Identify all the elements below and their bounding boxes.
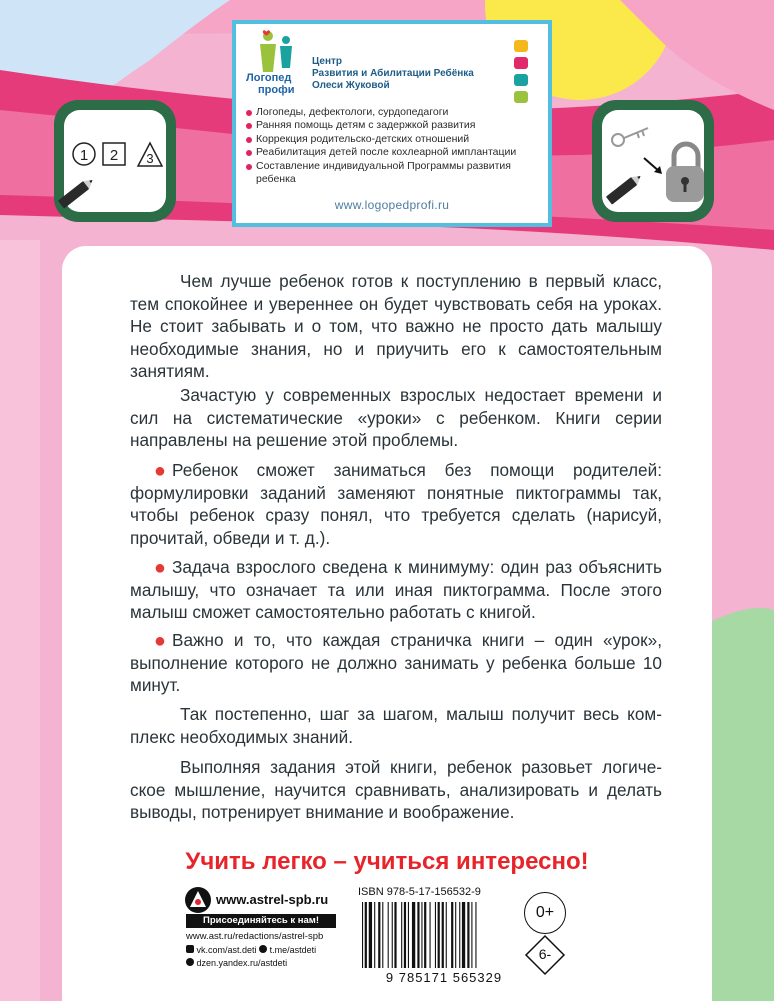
barcode-block [350, 882, 538, 992]
service-item: Реабилитация детей после кохлеарной имплантации [246, 146, 536, 159]
social-row [186, 945, 316, 955]
center-url-link[interactable]: www.logopedprofi.ru [334, 198, 450, 212]
service-item: Коррекция родительско-детских отношений [246, 133, 536, 146]
center-advert-card [232, 20, 552, 227]
heart-teal-icon [514, 74, 528, 86]
paragraph-2: Зачастую у современных взрослых недостает времени и сил на систематические «уроки» с ребенком. Книги серии направлены на решение этой проблемы. [130, 385, 662, 450]
bullet-1: ● Ребенок сможет заниматься без помощи родителей: формулировки заданий заменяют понятные пиктограммы так, чтобы ребенок сразу понял, что требуется сделать (нарисуй, прочитай, обведи и т. д.). [130, 460, 662, 548]
vk-icon [186, 945, 194, 953]
logo-family-icon [250, 30, 306, 74]
barcode-digits: 9 785171 565329 [385, 970, 503, 985]
pencil-icon [598, 166, 648, 216]
pencil-icon [50, 170, 100, 220]
service-item: Ранняя помощь детям с задержкой развития [246, 119, 536, 132]
center-title-line1: Центр [312, 56, 343, 67]
pictogram-numbers [54, 100, 176, 222]
publisher-site-link[interactable]: www.astrel-spb.ru [216, 892, 329, 907]
telegram-icon [259, 945, 267, 953]
barcode-icon [360, 902, 528, 970]
telegram-link[interactable]: t.me/astdeti [269, 945, 317, 955]
logo-brand: Логопед [246, 72, 292, 84]
redactions-link[interactable]: www.ast.ru/redactions/astrel-spb [186, 931, 324, 942]
bullet-3: ● Важно и то, что каждая страничка книги – один «урок», выполнение которого не должно занимать у ребенка больше 10 минут. [130, 630, 662, 695]
center-title [312, 56, 474, 92]
bullet-2: ● Задача взрослого сведена к минимуму: один раз объяснить малышу, что означает та или иная пиктограмма. После этого малыш сможет самостоятельно работать с книгой. [130, 557, 662, 622]
service-item: Составление индивидуальной Программы развития ребенка [246, 160, 536, 187]
age-category: 6- [538, 946, 552, 962]
number-1: 1 [79, 147, 89, 164]
description-panel [62, 246, 712, 1001]
heart-green-icon [514, 91, 528, 103]
center-title-line2: Развития и Абилитации Ребёнка [312, 68, 474, 79]
number-3: 3 [146, 151, 154, 166]
number-2: 2 [109, 147, 119, 164]
paragraph-4: Выполняя задания этой книги, ребенок разовьет логическое мышление, научится сравнивать, анализировать и делать выводы, потренирует внимание и воображение. [130, 757, 662, 822]
bullet-dot: ● [153, 557, 166, 579]
pictogram-key-lock [592, 100, 714, 222]
vk-link[interactable]: vk.com/ast.deti [196, 945, 257, 955]
isbn-text: ISBN 978-5-17-156532-9 [358, 886, 481, 898]
center-title-line3: Олеси Жуковой [312, 80, 390, 91]
dzen-row [186, 958, 287, 968]
logo-brand-2: профи [258, 84, 295, 96]
paragraph-3: Так постепенно, шаг за шагом, малыш получит весь комплекс необходимых знаний. [130, 704, 662, 747]
astrel-logo-icon [184, 886, 212, 914]
dzen-icon [186, 958, 194, 966]
slogan: Учить легко – учиться интересно! [185, 848, 589, 875]
join-us-banner: Присоединяйтесь к нам! [186, 914, 336, 928]
heart-yellow-icon [514, 40, 528, 52]
heart-pink-icon [514, 57, 528, 69]
services-list [246, 106, 536, 186]
age-rating-badge: 0+ [524, 892, 566, 934]
paragraph-1: Чем лучше ребенок готов к поступлению в первый класс, тем спокойнее и увереннее он будет чувствовать себя на уроках. Не стоит забывать и о том, что важно не просто дать малышу необходимые знания, но и приучить его к самостоятельным занятиям. [130, 271, 662, 381]
dzen-link[interactable]: dzen.yandex.ru/astdeti [196, 958, 288, 968]
bullet-dot: ● [153, 460, 166, 482]
bullet-dot: ● [153, 630, 166, 652]
service-item: Логопеды, дефектологи, сурдопедагоги [246, 106, 536, 119]
